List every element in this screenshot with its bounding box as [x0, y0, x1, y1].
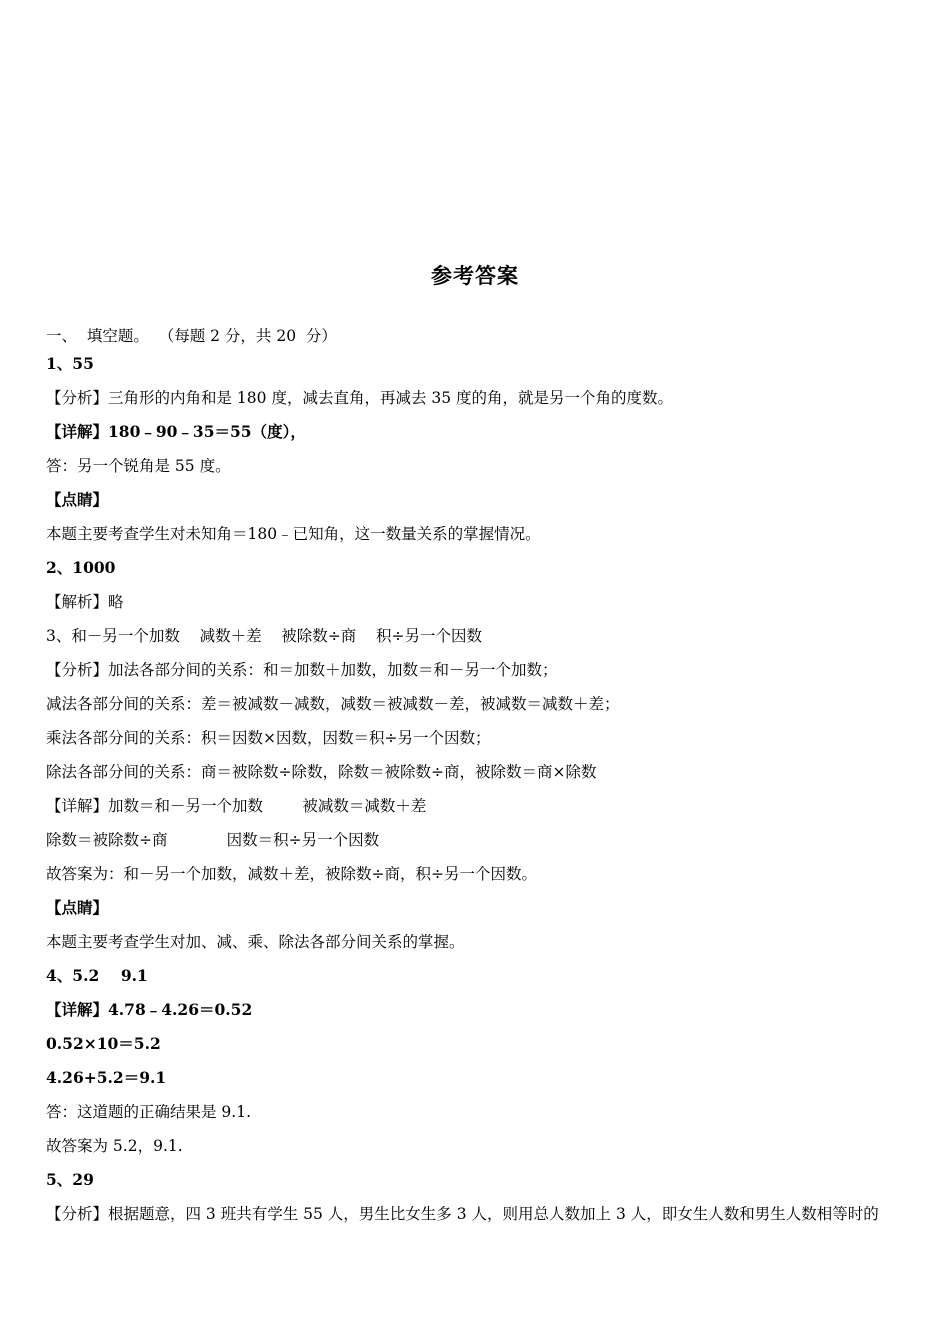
remark-label: 【点睛】: [46, 898, 109, 917]
parse-line: 【解析】略: [46, 593, 124, 611]
answer-line-5: 5、29: [46, 1170, 94, 1189]
section-heading: 一、 填空题。 （每题 2 分，共 20 分）: [46, 327, 337, 345]
analysis-line: 乘法各部分间的关系：积＝因数×因数，因数＝积÷另一个因数；: [46, 729, 491, 747]
answer-line-3: 3、和－另一个加数 减数＋差 被除数÷商 积÷另一个因数: [46, 627, 482, 645]
calculation-line: 4.26+5.2＝9.1: [46, 1068, 167, 1087]
answer-statement: 故答案为 5.2，9.1.: [46, 1137, 183, 1155]
remark-label: 【点睛】: [46, 490, 109, 509]
remark-text: 本题主要考查学生对未知角＝180﹣已知角，这一数量关系的掌握情况。: [46, 525, 541, 543]
analysis-line: 除法各部分间的关系：商＝被除数÷除数，除数＝被除数÷商，被除数＝商×除数: [46, 763, 597, 781]
answer-statement: 答：这道题的正确结果是 9.1.: [46, 1103, 252, 1121]
answer-statement: 故答案为：和－另一个加数，减数＋差，被除数÷商，积÷另一个因数。: [46, 865, 537, 883]
detail-line: 除数＝被除数÷商 因数＝积÷另一个因数: [46, 831, 380, 849]
detail-line: 【详解】4.78﹣4.26＝0.52: [46, 1000, 253, 1019]
answer-line-4: 4、5.2 9.1: [46, 966, 148, 985]
answer-line-1: 1、55: [46, 354, 94, 373]
answer-statement: 答：另一个锐角是 55 度。: [46, 457, 231, 475]
calculation-line: 0.52×10＝5.2: [46, 1034, 161, 1053]
analysis-line: 【分析】三角形的内角和是 180 度，减去直角，再减去 35 度的角，就是另一个角的度数。: [46, 389, 674, 407]
analysis-line: 【分析】根据题意，四 3 班共有学生 55 人，男生比女生多 3 人，则用总人数加上 3 人，即女生人数和男生人数相等时的: [46, 1205, 879, 1223]
answer-content: [46, 322, 926, 1234]
analysis-line: 减法各部分间的关系：差＝被减数－减数，减数＝被减数－差，被减数＝减数＋差；: [46, 695, 620, 713]
analysis-line: 【分析】加法各部分间的关系：和＝加数＋加数，加数＝和－另一个加数；: [46, 661, 558, 679]
answer-line-2: 2、1000: [46, 558, 116, 577]
detail-line: 【详解】180﹣90﹣35＝55（度），: [46, 422, 306, 441]
page-title: 参考答案: [431, 263, 519, 288]
remark-text: 本题主要考查学生对加、减、乘、除法各部分间关系的掌握。: [46, 933, 465, 951]
detail-line: 【详解】加数＝和－另一个加数 被减数＝减数＋差: [46, 797, 427, 815]
